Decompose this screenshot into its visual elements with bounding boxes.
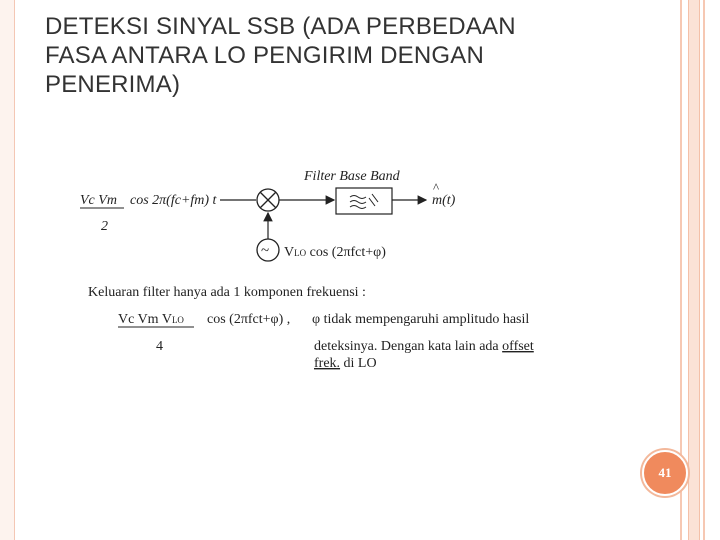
input-signal-numerator: Vc Vm	[80, 193, 117, 208]
input-signal-expression: cos 2π(fc+fm) t	[130, 193, 217, 208]
output-hat: ^	[433, 180, 440, 195]
lo-signal-label	[284, 245, 386, 260]
ssb-detection-diagram	[60, 160, 620, 380]
lo-subscript: LO	[294, 248, 307, 258]
slide-title	[45, 12, 665, 99]
baseband-filter-block	[336, 188, 392, 214]
note-line-2	[314, 339, 534, 354]
oscillator-symbol: ~	[261, 243, 270, 259]
note-offset-word: offset	[502, 339, 534, 354]
input-signal-denominator: 2	[101, 219, 108, 234]
output-label: m(t)	[432, 193, 456, 208]
left-frame-border	[0, 0, 15, 540]
right-frame-band	[688, 0, 700, 540]
lo-expression: cos (2πfct+φ)	[306, 245, 386, 260]
page-number-badge: 41	[642, 450, 688, 496]
title-line: PENERIMA)	[45, 71, 181, 98]
right-frame-line	[703, 0, 705, 540]
note-numerator-main: Vc Vm V	[118, 312, 172, 327]
note-phi-text: φ tidak mempengaruhi amplitudo hasil	[312, 312, 530, 327]
note-line-3-text: di LO	[340, 356, 377, 371]
mixer-icon	[257, 189, 279, 211]
title-line: FASA ANTARA LO PENGIRIM DENGAN	[45, 42, 484, 69]
note-intro: Keluaran filter hanya ada 1 komponen frekuensi :	[88, 285, 366, 300]
lo-v: V	[284, 245, 295, 260]
note-cos-term: cos (2πfct+φ) ,	[207, 312, 291, 327]
note-line-2-text: deteksinya. Dengan kata lain ada	[314, 339, 503, 354]
title-line: DETEKSI SINYAL SSB (ADA PERBEDAAN	[45, 13, 516, 40]
note-denominator: 4	[156, 339, 163, 354]
note-line-3	[314, 356, 377, 371]
filter-label: Filter Base Band	[304, 169, 400, 184]
note-numerator	[118, 312, 184, 327]
note-frek-word: frek.	[314, 356, 341, 371]
note-numerator-sub: LO	[171, 315, 184, 325]
